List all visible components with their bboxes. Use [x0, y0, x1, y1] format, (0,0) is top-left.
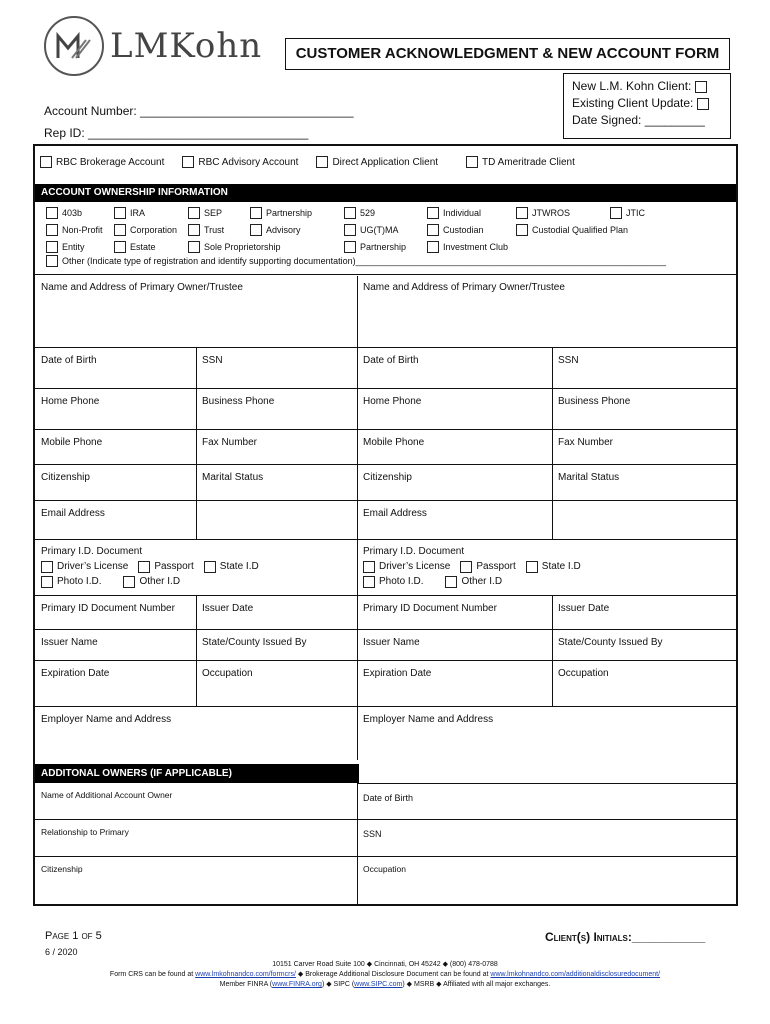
joint-employer-field[interactable]: Employer Name and Address: [357, 706, 736, 762]
client-status-box: [563, 73, 731, 139]
logo-text: LMKohn: [110, 26, 263, 66]
passport-checkbox[interactable]: [460, 561, 472, 573]
ownership-label: SEP: [204, 208, 223, 218]
checkbox-jtwros[interactable]: [516, 207, 528, 219]
account-number-field[interactable]: Account Number: ________________________________: [44, 104, 354, 118]
checkbox-403b[interactable]: [46, 207, 58, 219]
joint-id-label: Primary I.D. Document: [363, 546, 465, 557]
page-number: Page 1 of 5: [45, 930, 102, 942]
ownership-label: Sole Proprietorship: [204, 242, 281, 252]
id-option-label: Photo I.D.: [379, 576, 424, 587]
ownership-label: Partnership: [266, 208, 313, 218]
account-type-label: RBC Brokerage Account: [56, 156, 165, 168]
td-ameritrade-checkbox[interactable]: [466, 156, 478, 168]
joint-email-field[interactable]: Email Address: [357, 500, 736, 539]
checkbox-ugtma[interactable]: [344, 224, 356, 236]
checkbox-trust[interactable]: [188, 224, 200, 236]
joint-id-document-group: [357, 539, 736, 595]
primary-id-number-field[interactable]: Primary ID Document Number: [35, 595, 196, 629]
ownership-label: Entity: [62, 242, 85, 252]
relationship-field[interactable]: Relationship to Primary: [35, 819, 357, 856]
primary-issuer-name-field[interactable]: Issuer Name: [35, 629, 196, 660]
ownership-label: Custodial Qualified Plan: [532, 225, 629, 235]
crs-prefix: Form CRS can be found at: [109, 971, 194, 978]
primary-name-address-field[interactable]: Name and Address of Primary Owner/Trustee: [35, 274, 357, 347]
id-option-label: Driver’s License: [379, 561, 451, 572]
primary-home-phone-field[interactable]: Home Phone: [35, 388, 196, 429]
checkbox-custodian[interactable]: [427, 224, 439, 236]
additional-occupation-field[interactable]: Occupation: [357, 856, 736, 904]
ownership-label: Estate: [130, 242, 156, 252]
client-initials-field[interactable]: Client(s) Initials:___________: [545, 930, 706, 944]
id-option-label: Passport: [154, 561, 194, 572]
checkbox-sole-proprietorship[interactable]: [188, 241, 200, 253]
passport-checkbox[interactable]: [138, 561, 150, 573]
additional-dob-field[interactable]: Date of Birth: [357, 783, 736, 819]
drivers-license-checkbox[interactable]: [41, 561, 53, 573]
form-date: 6 / 2020: [45, 947, 78, 957]
disclosure-prefix: ◆ Brokerage Additional Disclosure Document can be found at: [297, 971, 489, 978]
crs-link[interactable]: www.lmkohnandco.com/formcrs/: [195, 971, 296, 978]
ownership-label: Non-Profit: [62, 225, 103, 235]
primary-business-phone-field[interactable]: Business Phone: [196, 388, 357, 429]
other-id-checkbox[interactable]: [445, 576, 457, 588]
ownership-label: Corporation: [130, 225, 178, 235]
rbc-advisory-checkbox[interactable]: [182, 156, 194, 168]
state-id-checkbox[interactable]: [204, 561, 216, 573]
id-option-label: Passport: [476, 561, 516, 572]
checkbox-partnership-2[interactable]: [344, 241, 356, 253]
existing-client-label: Existing Client Update:: [572, 96, 694, 110]
primary-email-field[interactable]: Email Address: [35, 500, 357, 539]
ownership-label: Partnership: [360, 242, 407, 252]
other-registration-label[interactable]: Other (Indicate type of registration and identify supporting documentation)______________________________________________________________: [62, 256, 667, 266]
date-signed-field[interactable]: Date Signed: _________: [572, 113, 705, 127]
ownership-label: UG(T)MA: [360, 225, 399, 235]
joint-id-number-field[interactable]: Primary ID Document Number: [357, 595, 552, 629]
checkbox-partnership[interactable]: [250, 207, 262, 219]
id-option-label: State I.D: [541, 561, 581, 572]
state-id-checkbox[interactable]: [526, 561, 538, 573]
primary-mobile-phone-field[interactable]: Mobile Phone: [35, 429, 196, 464]
photo-id-checkbox[interactable]: [363, 576, 375, 588]
footer-membership: [0, 980, 770, 990]
joint-fax-field[interactable]: Fax Number: [552, 429, 736, 464]
ownership-label: IRA: [130, 208, 146, 218]
sipc-link[interactable]: www.SIPC.com: [354, 981, 403, 988]
checkbox-advisory[interactable]: [250, 224, 262, 236]
id-option-label: Photo I.D.: [57, 576, 102, 587]
joint-occupation-field[interactable]: Occupation: [552, 660, 736, 706]
ownership-label: Advisory: [266, 225, 301, 235]
primary-id-document-group: [35, 539, 357, 595]
id-option-label: Driver’s License: [57, 561, 129, 572]
ownership-label: Trust: [204, 225, 225, 235]
rbc-brokerage-checkbox[interactable]: [40, 156, 52, 168]
primary-fax-field[interactable]: Fax Number: [196, 429, 357, 464]
checkbox-custodial-qualified-plan[interactable]: [516, 224, 528, 236]
ownership-label: Individual: [443, 208, 482, 218]
checkbox-529[interactable]: [344, 207, 356, 219]
footer-disclosures: [0, 970, 770, 980]
additional-ssn-field[interactable]: SSN: [357, 819, 736, 856]
primary-dob-field[interactable]: Date of Birth: [35, 347, 196, 388]
ownership-label: JTIC: [626, 208, 645, 218]
joint-mobile-phone-field[interactable]: Mobile Phone: [357, 429, 552, 464]
ownership-label: Custodian: [443, 225, 484, 235]
joint-marital-status-field[interactable]: Marital Status: [552, 464, 736, 500]
checkbox-estate[interactable]: [114, 241, 126, 253]
additional-owner-name-field[interactable]: Name of Additional Account Owner: [41, 790, 173, 800]
id-option-label: Other I.D: [139, 576, 181, 587]
primary-marital-status-field[interactable]: Marital Status: [196, 464, 357, 500]
checkbox-investment-club[interactable]: [427, 241, 439, 253]
checkbox-individual[interactable]: [427, 207, 439, 219]
account-type-row: [40, 156, 589, 168]
joint-business-phone-field[interactable]: Business Phone: [552, 388, 736, 429]
joint-issuer-name-field[interactable]: Issuer Name: [357, 629, 552, 660]
ownership-label: JTWROS: [532, 208, 570, 218]
id-option-label: State I.D: [219, 561, 259, 572]
checkbox-ira[interactable]: [114, 207, 126, 219]
checkbox-jtic[interactable]: [610, 207, 622, 219]
checkbox-sep[interactable]: [188, 207, 200, 219]
existing-client-checkbox[interactable]: [697, 98, 709, 110]
form-title: CUSTOMER ACKNOWLEDGMENT & NEW ACCOUNT FORM: [285, 38, 730, 70]
member-prefix: Member FINRA (: [219, 981, 273, 988]
ownership-label: 403b: [62, 208, 83, 218]
additional-owners-header: ADDITONAL OWNERS (IF APPLICABLE): [35, 764, 359, 783]
disclosure-link[interactable]: www.lmkohnandco.com/additionaldisclosuredocument/: [490, 971, 661, 978]
primary-occupation-field[interactable]: Occupation: [196, 660, 357, 706]
finra-link[interactable]: www.FINRA.org: [272, 981, 322, 988]
joint-state-county-field[interactable]: State/County Issued By: [552, 629, 736, 660]
joint-dob-field[interactable]: Date of Birth: [357, 347, 552, 388]
joint-expiration-field[interactable]: Expiration Date: [357, 660, 552, 706]
rep-id-field[interactable]: Rep ID: _________________________________: [44, 126, 309, 140]
joint-ssn-field[interactable]: SSN: [552, 347, 736, 388]
sipc-prefix: ) ◆ SIPC (: [321, 981, 355, 988]
new-client-label: New L.M. Kohn Client:: [572, 79, 692, 93]
drivers-license-checkbox[interactable]: [363, 561, 375, 573]
id-option-label: Other I.D: [461, 576, 503, 587]
checkbox-other-registration[interactable]: [46, 255, 58, 267]
direct-application-checkbox[interactable]: [316, 156, 328, 168]
checkbox-corporation[interactable]: [114, 224, 126, 236]
checkbox-entity[interactable]: [46, 241, 58, 253]
joint-name-address-field[interactable]: Name and Address of Primary Owner/Trustee: [357, 274, 736, 347]
primary-issuer-date-field[interactable]: Issuer Date: [196, 595, 357, 629]
checkbox-non-profit[interactable]: [46, 224, 58, 236]
primary-employer-field[interactable]: Employer Name and Address: [35, 706, 357, 762]
account-type-label: Direct Application Client: [332, 156, 439, 168]
footer-address: 10151 Carver Road Suite 100 ◆ Cincinnati, OH 45242 ◆ (800) 478-0788: [272, 961, 498, 968]
primary-ssn-field[interactable]: SSN: [196, 347, 357, 388]
primary-citizenship-field[interactable]: Citizenship: [35, 464, 196, 500]
photo-id-checkbox[interactable]: [41, 576, 53, 588]
other-registration-row: [46, 255, 666, 267]
primary-expiration-field[interactable]: Expiration Date: [35, 660, 196, 706]
ownership-section-header: ACCOUNT OWNERSHIP INFORMATION: [35, 184, 736, 202]
logo-emblem: [44, 16, 104, 76]
ownership-label: 529: [360, 208, 376, 218]
other-id-checkbox[interactable]: [123, 576, 135, 588]
joint-citizenship-field[interactable]: Citizenship: [357, 464, 552, 500]
joint-home-phone-field[interactable]: Home Phone: [357, 388, 552, 429]
primary-state-county-field[interactable]: State/County Issued By: [196, 629, 357, 660]
new-client-checkbox[interactable]: [695, 81, 707, 93]
joint-issuer-date-field[interactable]: Issuer Date: [552, 595, 736, 629]
primary-id-label: Primary I.D. Document: [41, 546, 143, 557]
account-type-label: RBC Advisory Account: [198, 156, 299, 168]
company-logo: [44, 16, 274, 88]
additional-citizenship-field[interactable]: Citizenship: [35, 856, 357, 904]
member-suffix: ) ◆ MSRB ◆ Affiliated with all major exchanges.: [402, 981, 551, 988]
ownership-label: Investment Club: [443, 242, 509, 252]
account-type-label: TD Ameritrade Client: [482, 156, 575, 168]
